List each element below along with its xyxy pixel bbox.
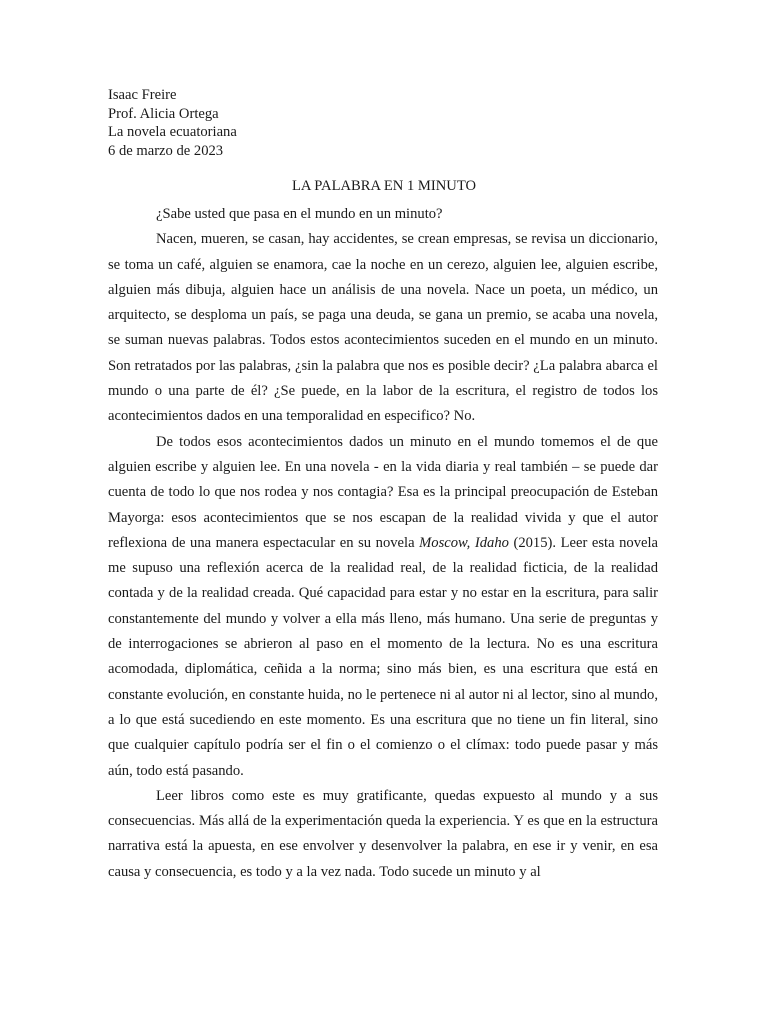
document-header bbox=[108, 86, 237, 160]
document-body bbox=[108, 202, 658, 885]
professor-name: Prof. Alicia Ortega bbox=[108, 105, 219, 122]
document-title: LA PALABRA EN 1 MINUTO bbox=[291, 178, 477, 194]
book-title: Moscow, Idaho bbox=[419, 534, 509, 551]
author-name: Isaac Freire bbox=[108, 87, 177, 103]
paragraph-3 bbox=[108, 430, 658, 784]
paragraph-2: Nacen, mueren, se casan, hay accidentes, se crean empresas, se revisa un diccionario, se toma un café, alguien se enamora, cae la noche en un cerezo, alguien lee, alguien escribe, alguien más dibuja, alguien hace un análisis de una novela. Nace un poeta, un médico, un arquitecto, se desploma un país, se paga una deuda, se gana un premio, se acaba una novela, se suman nuevas palabras. Todos estos acontecimientos suceden en el mundo en un minuto. Son retratados por las palabras, ¿sin la palabra que nos es posible decir? ¿La palabra abarca el mundo o una parte de él? ¿Se puede, en la labor de la escritura, el registro de todos los acontecimientos dados en una temporalidad en especifico? No. bbox=[108, 231, 658, 425]
paragraph-4: Leer libros como este es muy gratificante, quedas expuesto al mundo y a sus consecuencias. Más allá de la experimentación queda la experiencia. Y es que en la estructura narrativa está la apuesta, en ese envolver y desenvolver la palabra, en ese ir y venir, en esa causa y consecuencia, es todo y a la vez nada. Todo sucede un minuto y al bbox=[108, 787, 658, 880]
paragraph-1: ¿Sabe usted que pasa en el mundo en un minuto? bbox=[156, 206, 443, 222]
paragraph-3-text-after: (2015). Leer esta novela me supuso una reflexión acerca de la realidad real, de la realidad ficticia, de la realidad contada y de la realidad creada. Qué capacidad para estar y no estar en la escritura, para salir constantemente del mundo y volver a ella más lleno, más humano. Una serie de preguntas y de interrogaciones se abrieron al paso en el momento de la lectura. No es una escritura acomodada, diplomática, ceñida a la norma; sino más bien, es una escritura que está en constante evolución, en constante huida, no le pertenece ni al autor ni al lector, sino al mundo, a lo que está sucediendo en este momento. Es una escritura que no tiene un fin literal, sino que cualquier capítulo podría ser el fin o el comienzo o el clímax: todo puede pasar y más aún, todo está pasando. bbox=[108, 534, 658, 779]
course-name: La novela ecuatoriana bbox=[108, 124, 237, 140]
document-date: 6 de marzo de 2023 bbox=[108, 142, 224, 159]
paragraph-3-text-before: De todos esos acontecimientos dados un minuto en el mundo tomemos el de que alguien escribe y alguien lee. En una novela - en la vida diaria y real también – se puede dar cuenta de todo lo que nos rodea y nos contagia? Esa es la principal preocupación de Esteban Mayorga: esos acontecimientos que se nos escapan de la realidad vivida y que el autor reflexiona de una manera espectacular en su novela bbox=[108, 433, 658, 551]
